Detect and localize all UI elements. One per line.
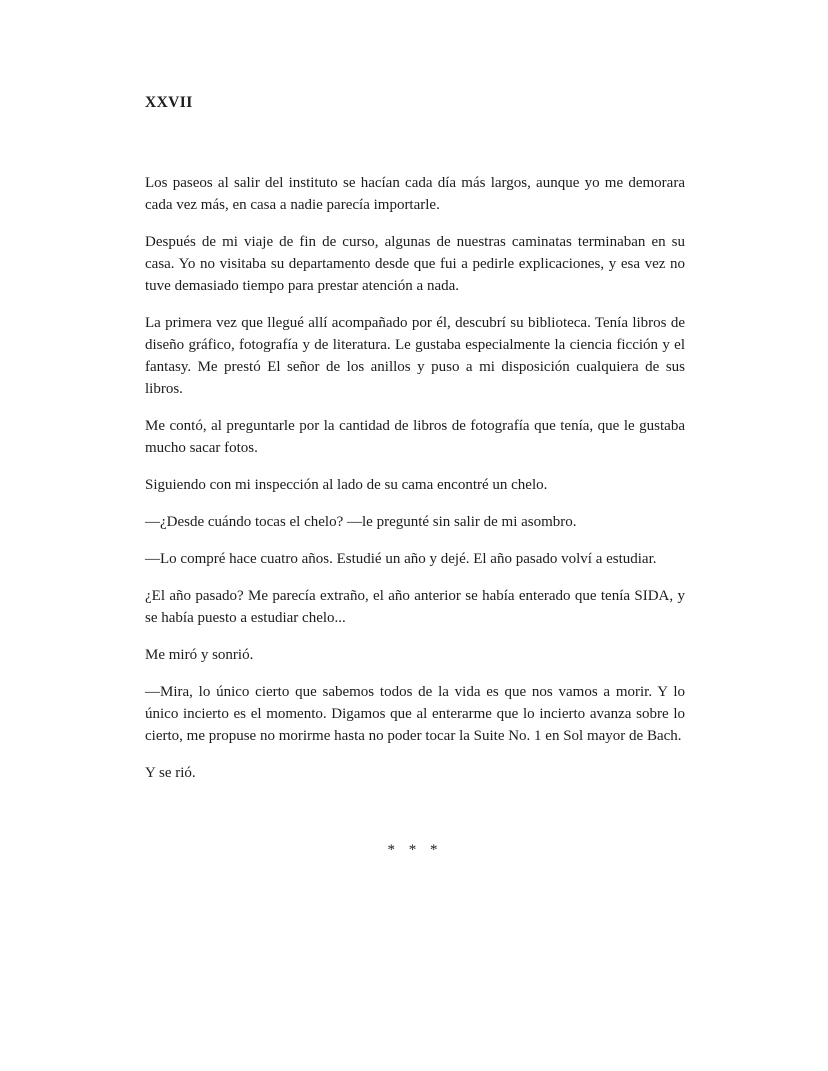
- paragraph: Me miró y sonrió.: [145, 647, 254, 663]
- chapter-body: [145, 172, 685, 784]
- chapter-heading: XXVII: [145, 94, 193, 111]
- paragraph: La primera vez que llegué allí acompañado por él, descubrí su biblioteca. Tenía libros de diseño gráfico, fotografía y de literatura. Le gustaba especialmente la ciencia ficción y el fantasy. Me prestó El señor de los anillos y puso a mi disposición cualquiera de sus libros.: [145, 315, 685, 397]
- paragraph: Después de mi viaje de fin de curso, algunas de nuestras caminatas terminaban en su casa. Yo no visitaba su departamento desde que fui a pedirle explicaciones, y esa vez no tuve demasiado tiempo para prestar atención a nada.: [145, 234, 685, 294]
- paragraph: Los paseos al salir del instituto se hacían cada día más largos, aunque yo me demorara cada vez más, en casa a nadie parecía importarle.: [145, 175, 685, 213]
- paragraph: Me contó, al preguntarle por la cantidad de libros de fotografía que tenía, que le gustaba mucho sacar fotos.: [145, 418, 685, 456]
- paragraph: —Lo compré hace cuatro años. Estudié un año y dejé. El año pasado volví a estudiar.: [145, 551, 657, 567]
- paragraph: —¿Desde cuándo tocas el chelo? —le pregunté sin salir de mi asombro.: [145, 514, 577, 530]
- paragraph: Siguiendo con mi inspección al lado de su cama encontré un chelo.: [145, 477, 548, 493]
- paragraph: —Mira, lo único cierto que sabemos todos de la vida es que nos vamos a morir. Y lo único incierto es el momento. Digamos que al enterarme que lo incierto avanza sobre lo cierto, me propuse no morirme hasta no poder tocar la Suite No. 1 en Sol mayor de Bach.: [145, 684, 685, 744]
- section-divider: * * *: [387, 842, 443, 858]
- paragraph: ¿El año pasado? Me parecía extraño, el año anterior se había enterado que tenía SIDA, y se había puesto a estudiar chelo...: [145, 588, 685, 626]
- paragraph: Y se rió.: [145, 765, 196, 781]
